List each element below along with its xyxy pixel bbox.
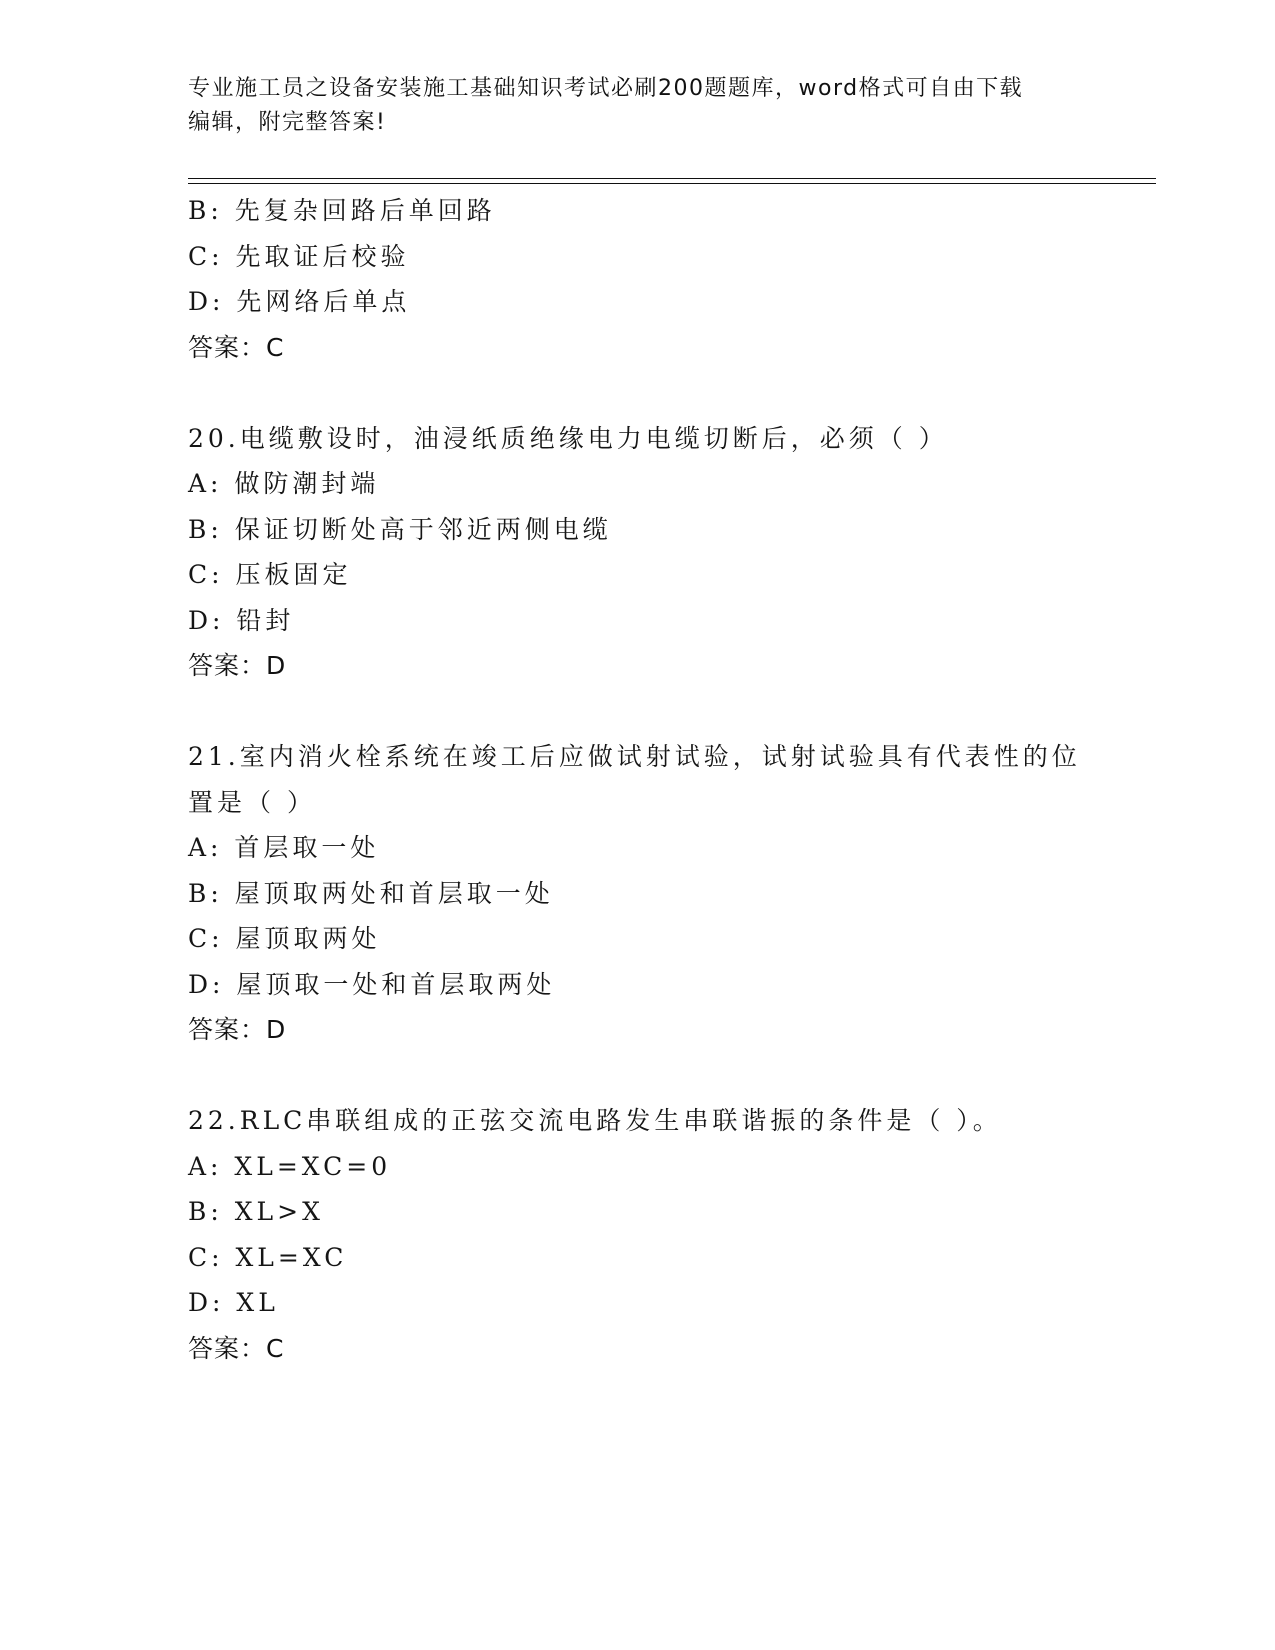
question-block-22 <box>188 1098 1088 1371</box>
header-divider-bottom <box>188 183 1156 184</box>
block-spacer <box>188 370 1088 416</box>
answer-line: 答案：D <box>188 651 287 680</box>
question-text: 22.RLC串联组成的正弦交流电路发生串联谐振的条件是（ ）。 <box>188 1106 1002 1135</box>
answer-line: 答案：C <box>188 332 285 362</box>
option-d: D: 先网络后单点 <box>188 287 411 316</box>
option-d: D: 铅封 <box>188 605 295 635</box>
option-c: C: 先取证后校验 <box>188 241 410 271</box>
block-spacer <box>188 1053 1088 1099</box>
header-title-line1: 专业施工员之设备安装施工基础知识考试必刷200题题库，word格式可自由下载 <box>188 76 1024 101</box>
header-title-line2: 编辑，附完整答案! <box>188 110 387 135</box>
option-a: A: 做防潮封端 <box>188 469 380 498</box>
option-b: B: 保证切断处高于邻近两侧电缆 <box>188 514 612 544</box>
option-a: A: XL=XC=0 <box>188 1151 392 1181</box>
question-text: 20.电缆敷设时，油浸纸质绝缘电力电缆切断后，必须（ ） <box>188 423 948 453</box>
question-block-21 <box>188 734 1088 1053</box>
document-header <box>188 72 1068 140</box>
answer-line: 答案：C <box>188 1333 285 1363</box>
question-block-19 <box>188 188 1088 370</box>
block-spacer <box>188 689 1088 735</box>
question-block-20 <box>188 416 1088 689</box>
option-b: B: XL>X <box>188 1197 324 1226</box>
question-text-line2: 置是（ ） <box>188 787 316 817</box>
option-d: D: 屋顶取一处和首层取两处 <box>188 969 556 999</box>
option-c: C: XL=XC <box>188 1242 348 1272</box>
question-list <box>188 188 1088 1371</box>
option-b: B: 屋顶取两处和首层取一处 <box>188 878 554 908</box>
option-c: C: 压板固定 <box>188 560 352 589</box>
answer-line: 答案：D <box>188 1015 287 1044</box>
option-c: C: 屋顶取两处 <box>188 924 381 953</box>
option-b: B: 先复杂回路后单回路 <box>188 196 496 225</box>
question-text-line1: 21.室内消火栓系统在竣工后应做试射试验，试射试验具有代表性的位 <box>188 742 1081 771</box>
header-divider-top <box>188 178 1156 179</box>
option-a: A: 首层取一处 <box>188 833 380 862</box>
option-d: D: XL <box>188 1288 279 1317</box>
